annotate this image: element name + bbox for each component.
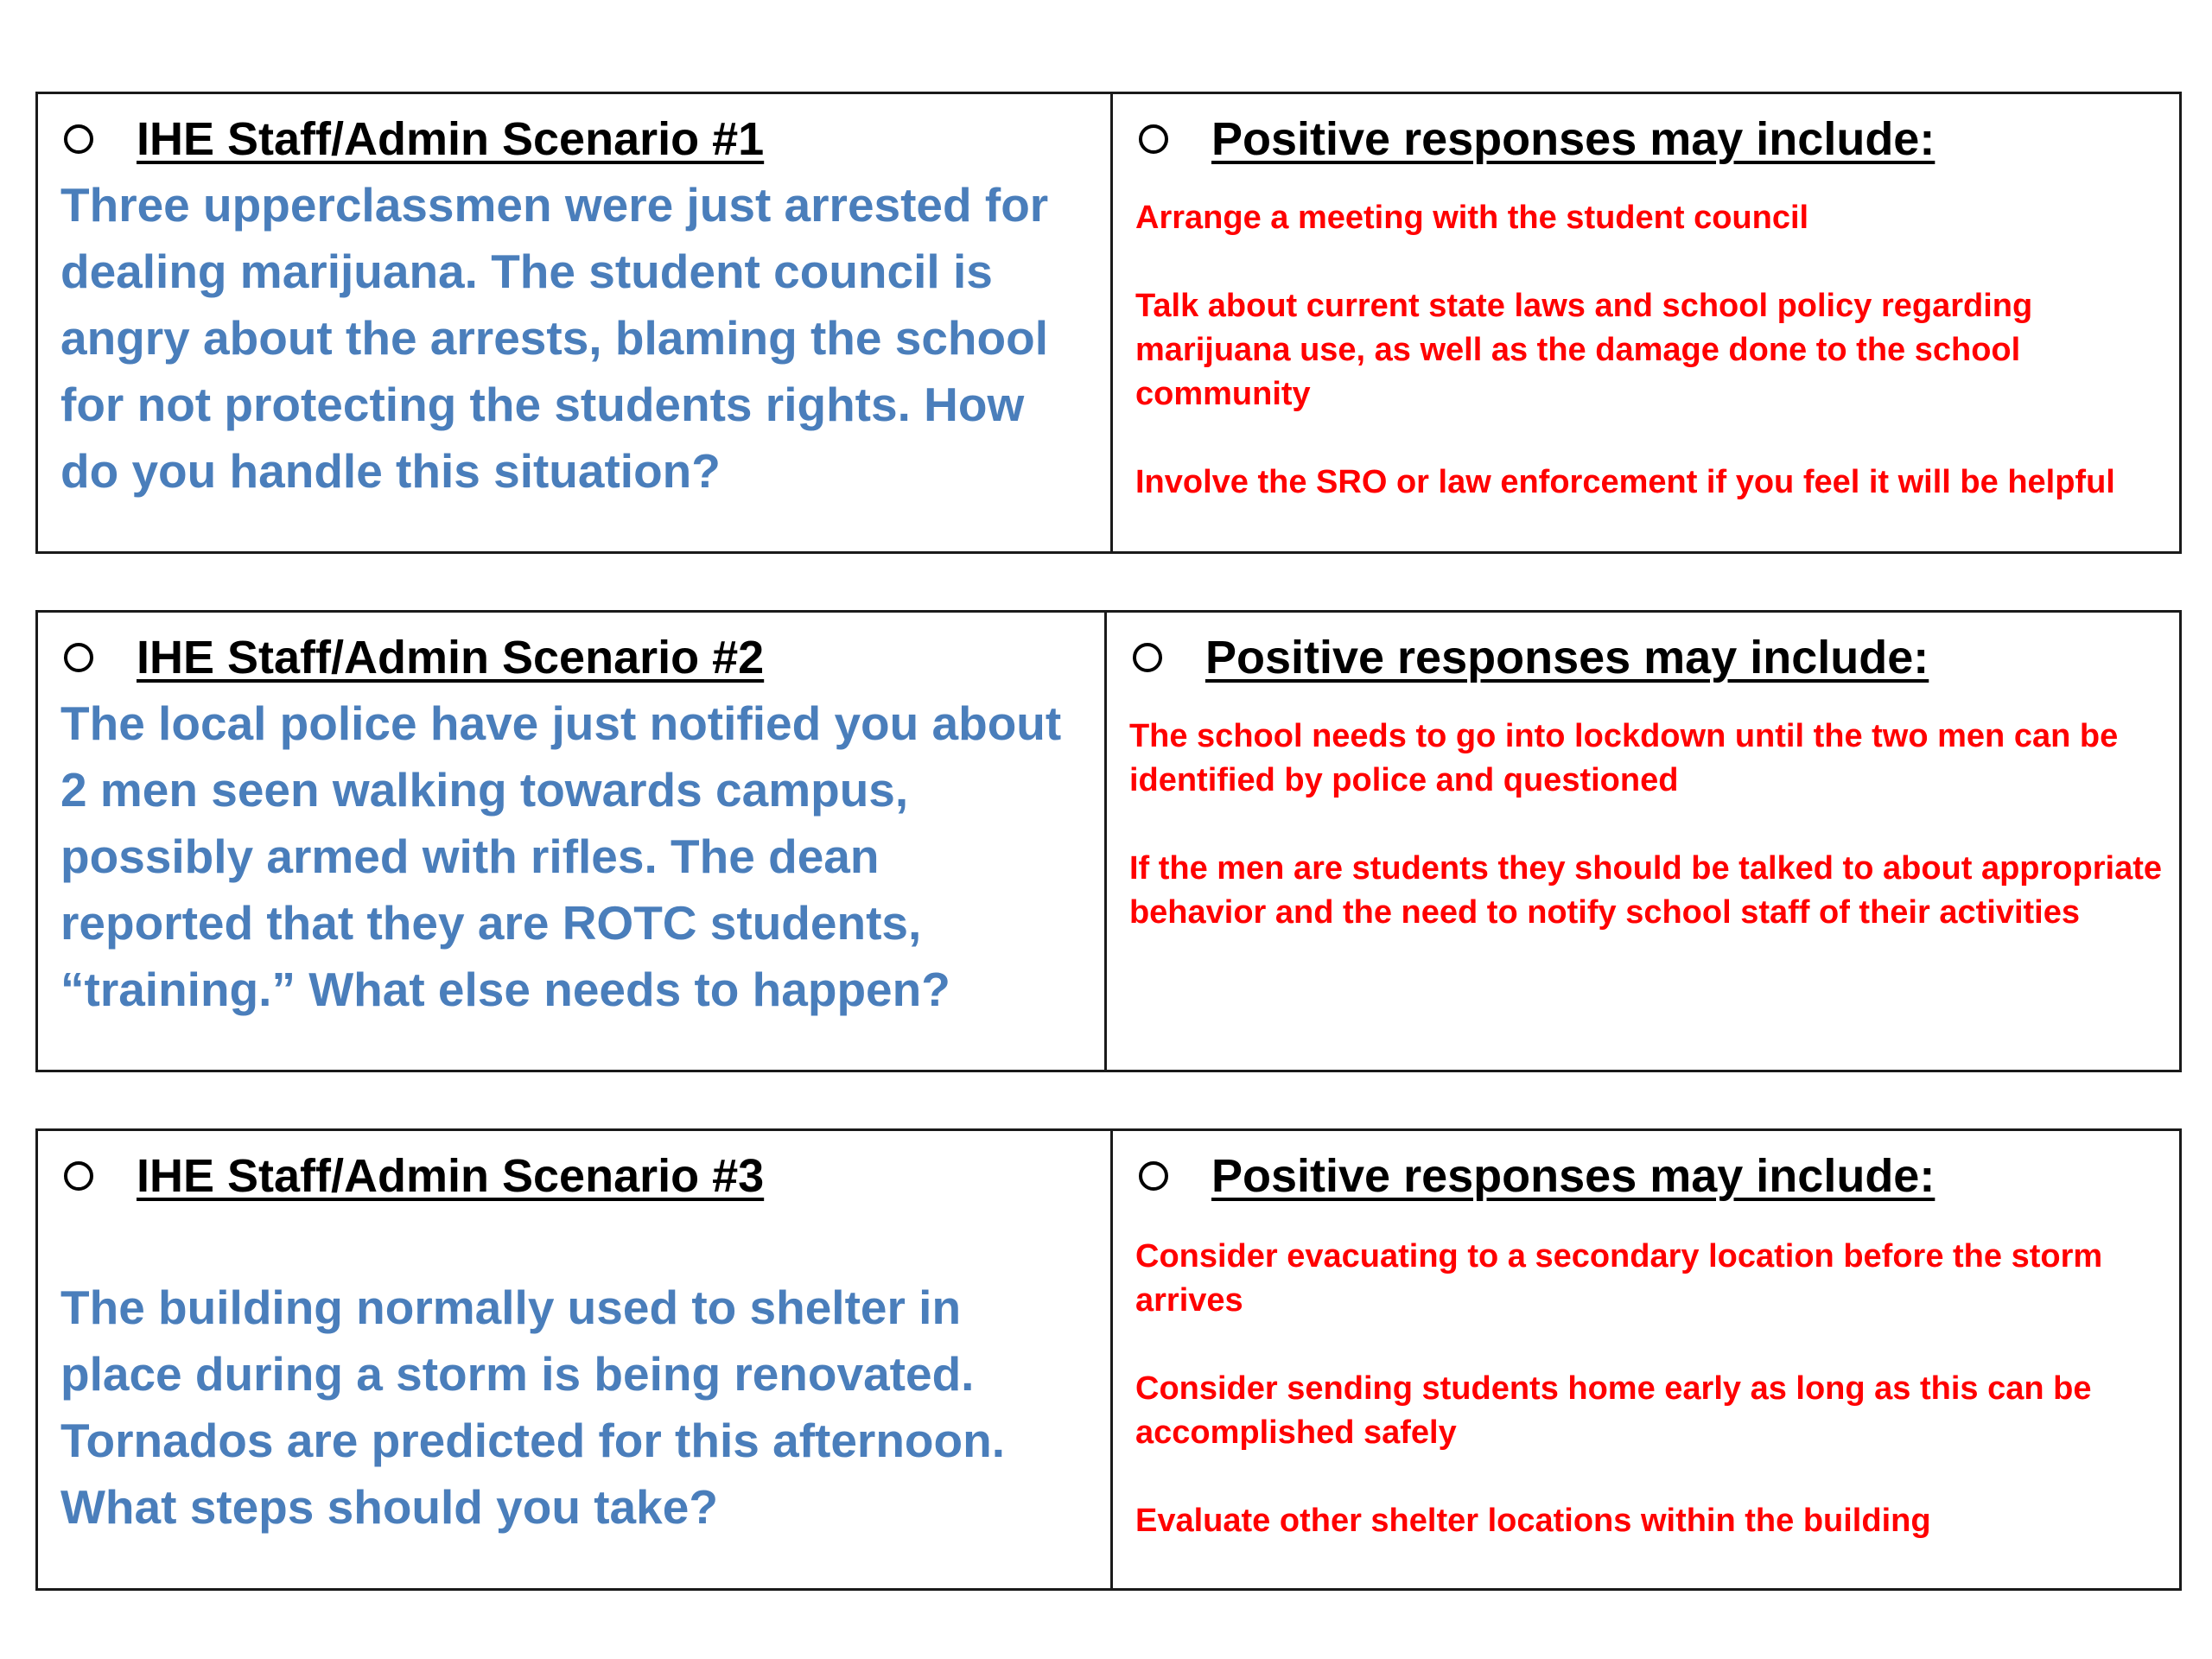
response-item xyxy=(1129,715,2162,803)
response-line: Consider evacuating to a secondary location before the storm xyxy=(1135,1238,2103,1274)
response-line: If the men are students they should be talked to about appropriate xyxy=(1128,850,2162,887)
responses-cell xyxy=(1113,1131,2179,1588)
hollow-circle-bullet-icon xyxy=(1139,1161,1168,1191)
response-line: accomplished safely xyxy=(1135,1414,1457,1451)
scenario-heading xyxy=(60,110,1093,168)
response-line: identified by police and questioned xyxy=(1128,762,1679,798)
response-line: Talk about current state laws and school policy regarding xyxy=(1135,288,2033,324)
response-item xyxy=(1135,284,2162,416)
scenario-line: Tornados are predicted for this afternoon. xyxy=(60,1414,1005,1467)
scenario-line: “training.” What else needs to happen? xyxy=(60,963,950,1016)
responses-heading xyxy=(1129,628,2162,687)
hollow-circle-bullet-icon xyxy=(64,1161,93,1191)
response-line: arrives xyxy=(1135,1282,1243,1319)
scenario-line: place during a storm is being renovated. xyxy=(60,1347,975,1401)
scenario-cell xyxy=(38,613,1107,1070)
response-item xyxy=(1135,1235,2162,1323)
responses-cell xyxy=(1113,94,2179,551)
responses-cell xyxy=(1107,613,2179,1070)
responses-list xyxy=(1135,196,2162,505)
scenario-heading xyxy=(60,1147,1093,1205)
scenario-line: reported that they are ROTC students, xyxy=(60,896,922,950)
scenario-line: The building normally used to shelter in xyxy=(60,1281,962,1334)
scenario-line: Three upperclassmen were just arrested for xyxy=(60,178,1049,232)
responses-list xyxy=(1135,1235,2162,1543)
response-item xyxy=(1135,196,2162,240)
response-line: Involve the SRO or law enforcement if you feel it will be helpful xyxy=(1135,464,2115,500)
scenario-description xyxy=(60,172,1093,505)
response-item xyxy=(1135,461,2162,505)
scenario-line: angry about the arrests, blaming the school xyxy=(60,311,1048,365)
responses-heading-text: Positive responses may include: xyxy=(1211,1150,1936,1202)
scenario-line: possibly armed with rifles. The dean xyxy=(60,830,880,883)
scenario-line: do you handle this situation? xyxy=(60,444,721,498)
response-line: Arrange a meeting with the student council xyxy=(1135,200,1809,236)
response-line: behavior and the need to notify school staff of their activities xyxy=(1128,894,2080,931)
response-item xyxy=(1129,847,2162,935)
responses-heading-text: Positive responses may include: xyxy=(1211,113,1936,165)
scenario-card-2 xyxy=(35,610,2182,1072)
scenario-heading-text: IHE Staff/Admin Scenario #3 xyxy=(137,1150,765,1202)
scenario-line: What steps should you take? xyxy=(60,1480,718,1534)
scenario-description xyxy=(60,690,1087,1023)
response-line: marijuana use, as well as the damage done to the school xyxy=(1135,332,2021,368)
response-line: Consider sending students home early as long as this can be xyxy=(1135,1370,2092,1407)
scenario-description xyxy=(60,1274,1093,1541)
response-item xyxy=(1135,1499,2162,1543)
scenario-line: for not protecting the students rights. How xyxy=(60,378,1025,431)
scenario-card-1 xyxy=(35,92,2182,554)
response-line: Evaluate other shelter locations within the building xyxy=(1135,1503,1931,1539)
scenario-heading-text: IHE Staff/Admin Scenario #2 xyxy=(137,632,765,683)
hollow-circle-bullet-icon xyxy=(1139,124,1168,154)
scenario-cell xyxy=(38,94,1113,551)
scenario-heading-text: IHE Staff/Admin Scenario #1 xyxy=(137,113,765,165)
scenario-card-3 xyxy=(35,1128,2182,1591)
scenario-line: 2 men seen walking towards campus, xyxy=(60,763,909,817)
hollow-circle-bullet-icon xyxy=(1133,643,1162,672)
scenario-line: dealing marijuana. The student council is xyxy=(60,245,993,298)
response-item xyxy=(1135,1367,2162,1455)
hollow-circle-bullet-icon xyxy=(64,124,93,154)
responses-heading-text: Positive responses may include: xyxy=(1205,632,1929,683)
response-line: community xyxy=(1135,376,1311,412)
response-line: The school needs to go into lockdown until the two men can be xyxy=(1128,718,2119,754)
scenario-cell xyxy=(38,1131,1113,1588)
responses-heading xyxy=(1135,110,2162,168)
responses-heading xyxy=(1135,1147,2162,1205)
scenario-heading xyxy=(60,628,1087,687)
hollow-circle-bullet-icon xyxy=(64,643,93,672)
responses-list xyxy=(1129,715,2162,935)
scenario-line: The local police have just notified you about xyxy=(60,696,1062,750)
